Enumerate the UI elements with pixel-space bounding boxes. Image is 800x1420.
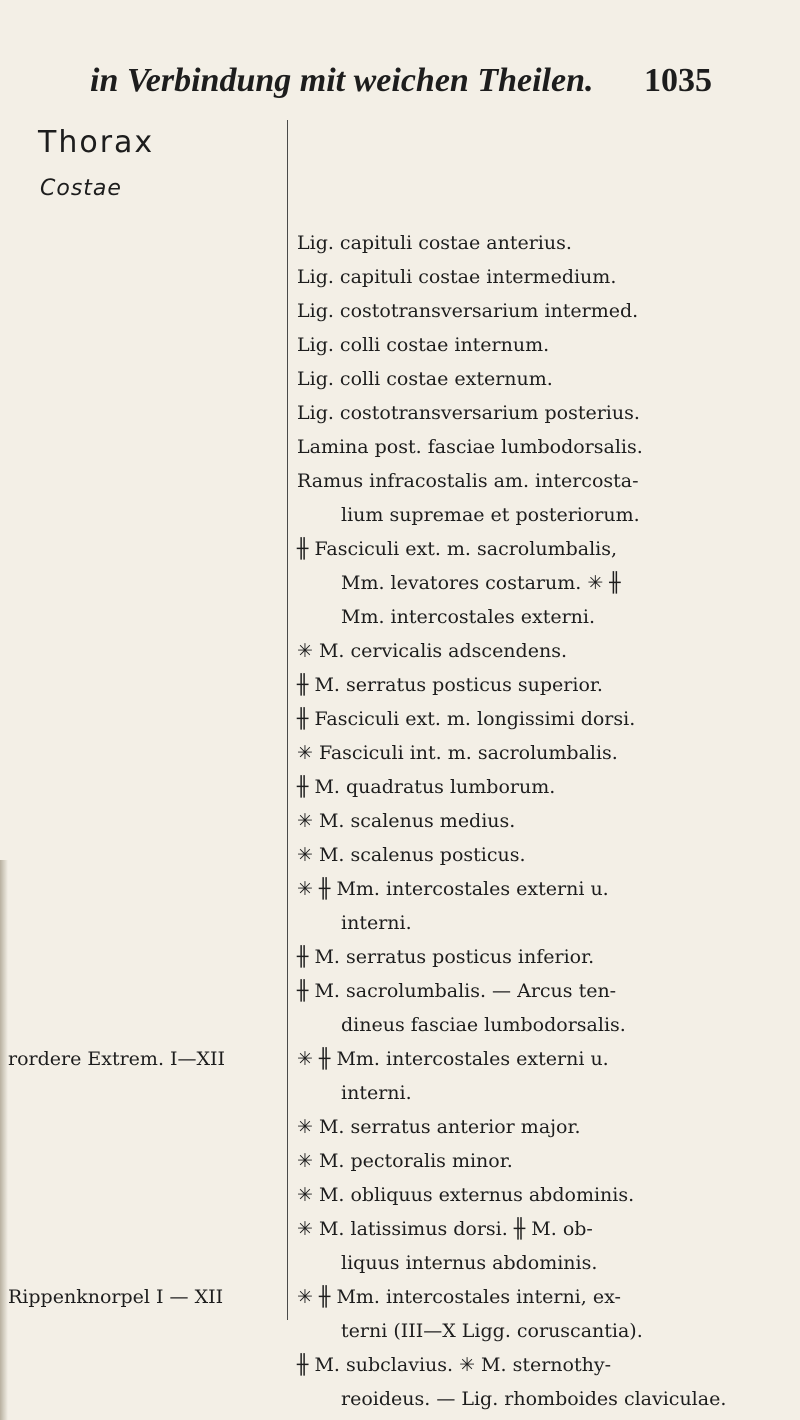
right-entry: ✳ M. scalenus medius. — [297, 810, 516, 832]
right-entry: terni (III—X Ligg. coruscantia). — [341, 1320, 643, 1342]
right-entry: ╫ Fasciculi ext. m. longissimi dorsi. — [297, 708, 636, 730]
right-entry: interni. — [341, 912, 412, 934]
right-entry-tail: claviculae. — [617, 1388, 727, 1410]
left-entry: rordere Extrem. I—XII — [8, 1048, 226, 1070]
right-entry: ✳ M. serratus anterior major. — [297, 1116, 581, 1138]
right-entry: interni. — [341, 1082, 412, 1104]
right-entry: ✳ M. latissimus dorsi. ╫ M. ob- — [297, 1218, 593, 1240]
section-subtitle: Costae — [40, 176, 122, 201]
right-entry: lium supremae et posteriorum. — [341, 504, 640, 526]
right-entry: ╫ Fasciculi ext. m. sacrolumbalis, — [297, 538, 618, 560]
right-entry: ✳ ╫ Mm. intercostales externi u. — [297, 878, 609, 900]
right-entry: Lig. colli costae internum. — [297, 334, 550, 356]
right-entry: ╫ M. sacrolumbalis. — Arcus ten- — [297, 980, 617, 1002]
right-entry: ✳ M. pectoralis minor. — [297, 1150, 513, 1172]
right-entry: Ramus infracostalis am. intercosta- — [297, 470, 639, 492]
right-entry: ✳ ╫ Mm. intercostales interni, ex- — [297, 1286, 621, 1308]
right-entry: Mm. levatores costarum. ✳ ╫ — [341, 572, 621, 594]
right-entry: Lig. capituli costae intermedium. — [297, 266, 617, 288]
right-entry: ╫ M. subclavius. ✳ M. sternothy- — [297, 1354, 611, 1376]
right-entry: ╫ M. serratus posticus inferior. — [297, 946, 595, 968]
right-entry: Lamina post. fasciae lumbodorsalis. — [297, 436, 643, 458]
right-entry: ✳ M. scalenus posticus. — [297, 844, 526, 866]
right-entry: reoideus. — Lig. rhomboides claviculae. — [341, 1388, 727, 1410]
page-number: 1035 — [644, 62, 712, 99]
page-edge-shadow — [0, 860, 8, 1420]
right-entry: Lig. colli costae externum. — [297, 368, 553, 390]
right-entry: Lig. capituli costae anterius. — [297, 232, 572, 254]
left-entry: Rippenknorpel I — XII — [8, 1286, 224, 1308]
header-title: in Verbindung mit weichen Theilen. — [90, 62, 594, 99]
right-entry: Lig. costotransversarium posterius. — [297, 402, 640, 424]
right-entry: Mm. intercostales externi. — [341, 606, 596, 628]
section-title: Thorax — [38, 125, 155, 160]
right-entry: ╫ M. serratus posticus superior. — [297, 674, 603, 696]
right-entry: ✳ ╫ Mm. intercostales externi u. — [297, 1048, 609, 1070]
right-entry: ✳ Fasciculi int. m. sacrolumbalis. — [297, 742, 618, 764]
right-entry: dineus fasciae lumbodorsalis. — [341, 1014, 626, 1036]
right-entry: ✳ M. obliquus externus abdominis. — [297, 1184, 635, 1206]
right-entry: ╫ M. quadratus lumborum. — [297, 776, 556, 798]
right-entry: ✳ M. cervicalis adscendens. — [297, 640, 567, 662]
running-header — [90, 62, 740, 102]
column-divider — [287, 120, 288, 1320]
right-entry: Lig. costotransversarium intermed. — [297, 300, 639, 322]
right-entry: liquus internus abdominis. — [341, 1252, 598, 1274]
